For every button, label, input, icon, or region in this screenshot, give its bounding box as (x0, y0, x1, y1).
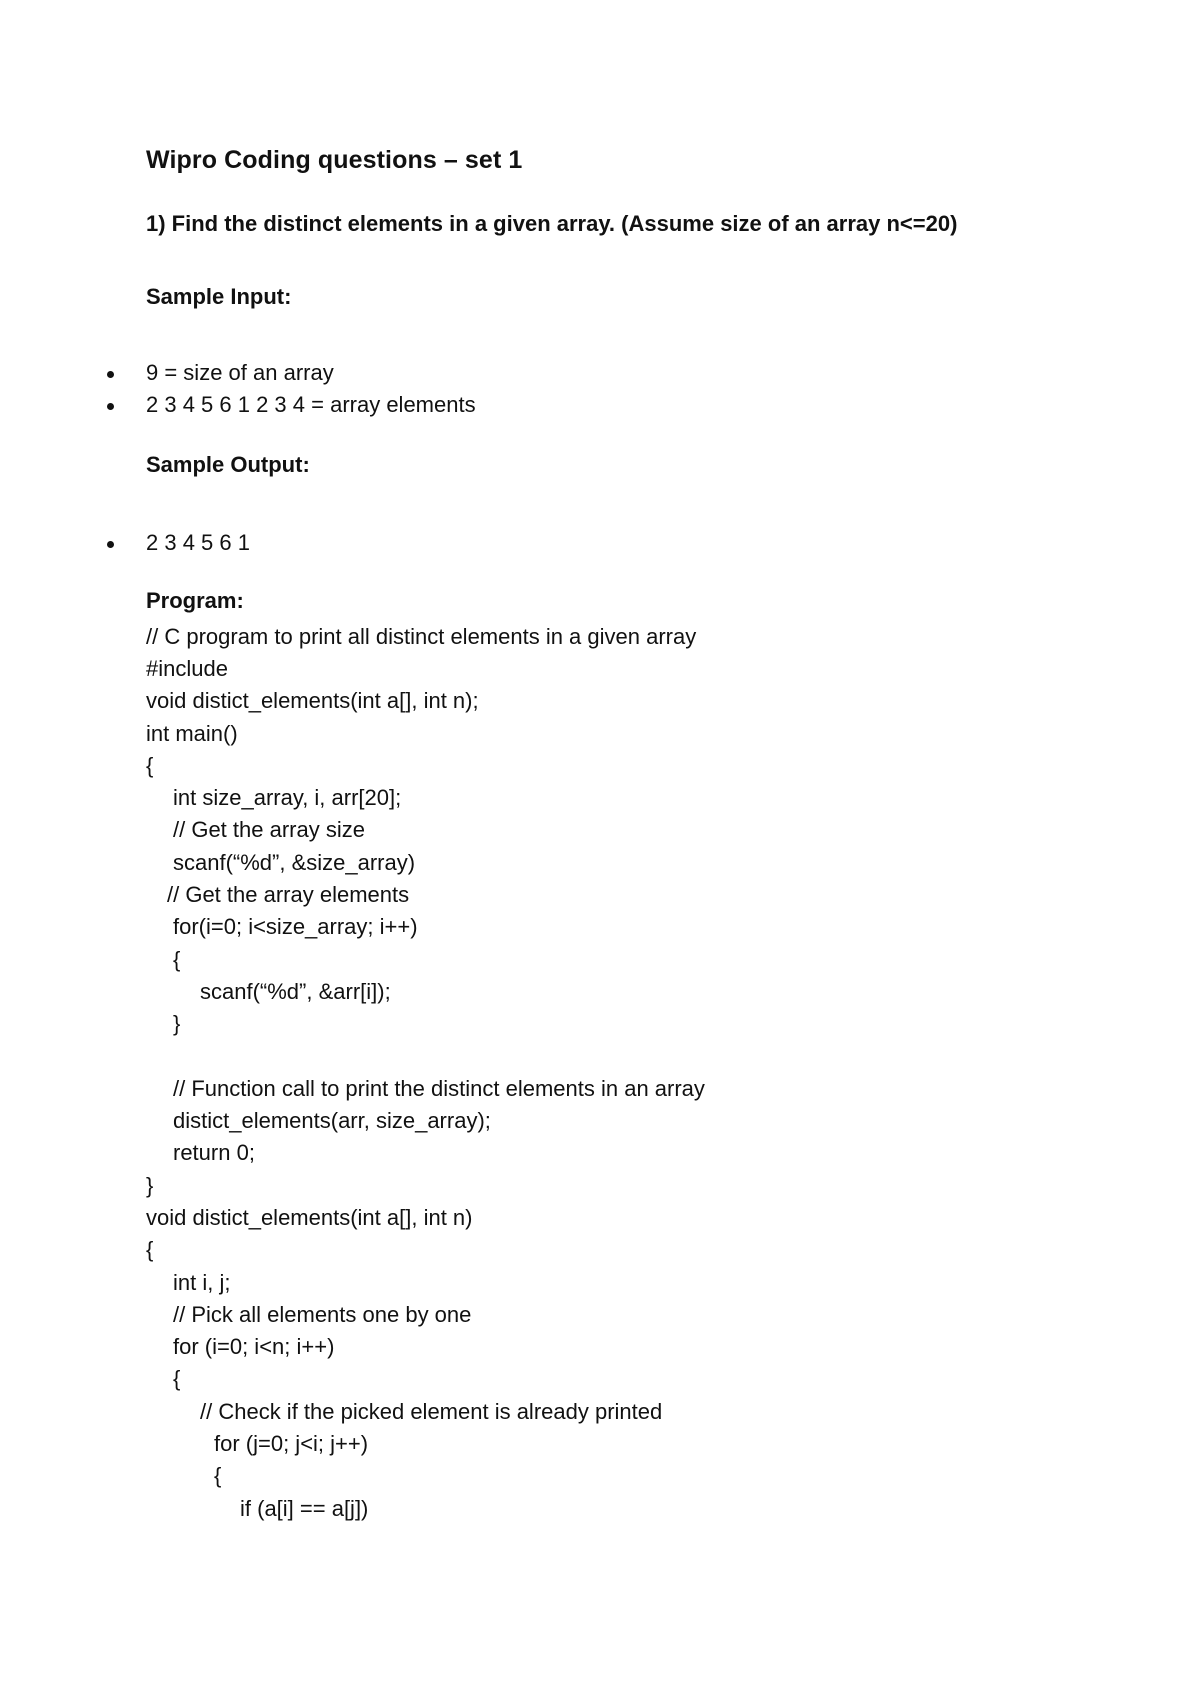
code-line: for (j=0; j<i; j++) (214, 1431, 369, 1456)
sample-input-text: 9 = size of an array (146, 360, 334, 385)
code-line: return 0; (173, 1140, 255, 1165)
question-heading: 1) Find the distinct elements in a given array. (Assume size of an array n<=20) (146, 211, 958, 236)
code-line: // Check if the picked element is already printed (200, 1399, 663, 1424)
sample-input-label: Sample Input: (146, 284, 292, 309)
code-line: { (173, 947, 181, 972)
code-line: { (146, 1237, 154, 1262)
code-line: scanf(“%d”, &size_array) (173, 850, 416, 875)
code-line: scanf(“%d”, &arr[i]); (200, 979, 391, 1004)
bullet-icon (107, 371, 114, 378)
code-line: void distict_elements(int a[], int n) (146, 1205, 473, 1230)
code-line: { (214, 1463, 222, 1488)
code-line: if (a[i] == a[j]) (240, 1496, 369, 1521)
code-line: int main() (146, 721, 238, 746)
code-line: // Get the array elements (167, 882, 410, 907)
program-label: Program: (146, 588, 244, 613)
code-line: } (146, 1173, 154, 1198)
code-line: for(i=0; i<size_array; i++) (173, 914, 418, 939)
code-line: #include (146, 656, 228, 681)
bullet-icon (107, 541, 114, 548)
code-line: distict_elements(arr, size_array); (173, 1108, 491, 1133)
code-line: } (173, 1011, 181, 1036)
sample-output-label: Sample Output: (146, 452, 310, 477)
code-line: // C program to print all distinct elements in a given array (146, 624, 697, 649)
code-line: { (146, 753, 154, 778)
sample-output-text: 2 3 4 5 6 1 (146, 530, 250, 555)
code-line: { (173, 1366, 181, 1391)
code-line: // Get the array size (173, 817, 365, 842)
code-line: // Function call to print the distinct elements in an array (173, 1076, 705, 1101)
code-line: int size_array, i, arr[20]; (173, 785, 402, 810)
code-line: for (i=0; i<n; i++) (173, 1334, 335, 1359)
code-line: int i, j; (173, 1270, 231, 1295)
document-title: Wipro Coding questions – set 1 (146, 146, 523, 174)
sample-input-text: 2 3 4 5 6 1 2 3 4 = array elements (146, 392, 476, 417)
code-line: // Pick all elements one by one (173, 1302, 472, 1327)
code-line: void distict_elements(int a[], int n); (146, 688, 479, 713)
bullet-icon (107, 403, 114, 410)
